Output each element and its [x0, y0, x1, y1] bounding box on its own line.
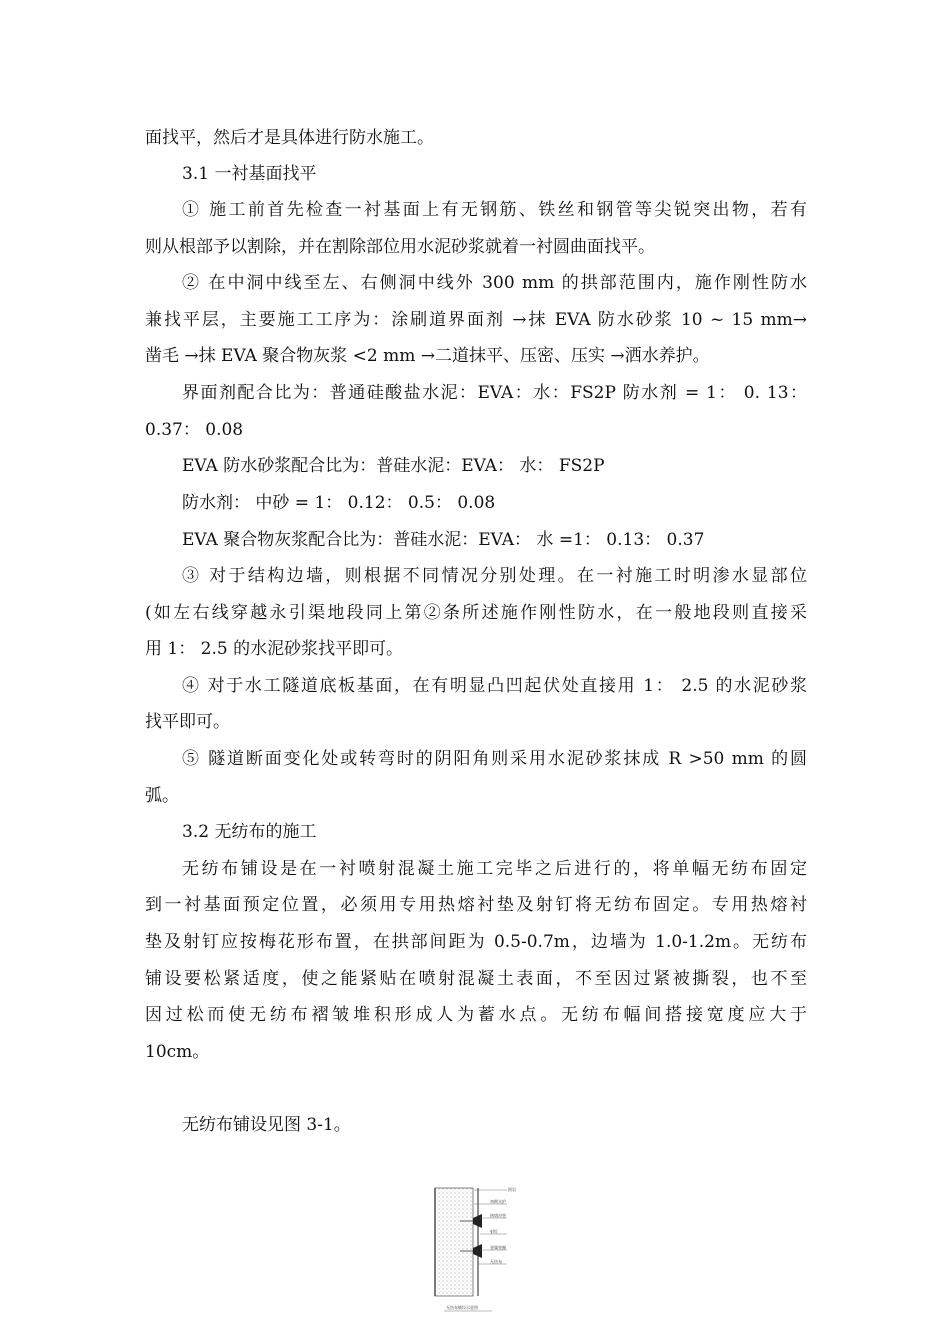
diagram-label: 热熔衬垫: [490, 1213, 506, 1218]
paragraph-line: 到一衬基面预定位置，必须用专用热熔衬垫及射钉将无纺布固定。专用热熔衬: [145, 895, 807, 915]
paragraph-line: 因过松而使无纺布褶皱堆积形成人为蓄水点。无纺布幅间搭接宽度应大于: [145, 1005, 807, 1025]
paragraph-line: ③ 对于结构边墙，则根据不同情况分别处理。在一衬施工时明渗水显部位: [182, 566, 807, 586]
diagram-svg: [430, 1180, 520, 1315]
section-heading-3-1: 3.1 一衬基面找平: [182, 164, 317, 184]
paragraph-line: ① 施工前首先检查一衬基面上有无钢筋、铁丝和钢管等尖锐突出物，若有: [182, 200, 807, 220]
diagram-label: 金属垫圈: [490, 1245, 506, 1250]
diagram-label: 初期支护: [490, 1199, 506, 1204]
paragraph-line: EVA 防水砂浆配合比为：普硅水泥：EVA： 水： FS2P: [182, 456, 605, 476]
paragraph-line: 铺设要松紧适度，使之能紧贴在喷射混凝土表面，不至因过紧被撕裂，也不至: [145, 969, 807, 989]
paragraph-line: 凿毛 →抹 EVA 聚合物灰浆 <2 mm →二道抹平、压密、压实 →洒水养护。: [145, 346, 710, 366]
paragraph-line: 10cm。: [145, 1042, 210, 1062]
figure-caption: 无纺布铺设示意图: [446, 1305, 478, 1310]
paragraph-line: 无纺布铺设是在一衬喷射混凝土施工完毕之后进行的，将单幅无纺布固定: [182, 859, 807, 879]
paragraph-line: 兼找平层，主要施工工序为：涂刷道界面剂 →抹 EVA 防水砂浆 10 ~ 15 mm→: [145, 310, 807, 330]
diagram-label: 围岩: [508, 1187, 516, 1192]
concrete-layer: [435, 1188, 473, 1296]
paragraph-line: ④ 对于水工隧道底板基面，在有明显凸凹起伏处直接用 1： 2.5 的水泥砂浆: [182, 676, 807, 696]
section-heading-3-2: 3.2 无纺布的施工: [182, 822, 317, 842]
paragraph-line: 垫及射钉应按梅花形布置，在拱部间距为 0.5-0.7m，边墙为 1.0-1.2m。无纺布: [145, 932, 807, 952]
paragraph-line: 则从根部予以割除，并在割除部位用水泥砂浆就着一衬圆曲面找平。: [145, 237, 655, 257]
paragraph-line: EVA 聚合物灰浆配合比为：普硅水泥：EVA： 水 =1： 0.13： 0.37: [182, 530, 705, 550]
nonwoven-fabric-diagram: [430, 1180, 520, 1315]
figure-reference: 无纺布铺设见图 3-1。: [182, 1115, 351, 1135]
paragraph-line: ② 在中洞中线至左、右侧洞中线外 300 mm 的拱部范围内，施作刚性防水: [182, 273, 807, 293]
paragraph-line: 界面剂配合比为：普通硅酸盐水泥：EVA：水：FS2P 防水剂 = 1： 0. 13：: [182, 383, 807, 403]
paragraph-line: 防水剂： 中砂 = 1： 0.12： 0.5： 0.08: [182, 493, 496, 513]
paragraph-line: ⑤ 隧道断面变化处或转弯时的阴阳角则采用水泥砂浆抹成 R >50 mm 的圆: [182, 749, 807, 769]
paragraph-line: 用 1： 2.5 的水泥砂浆找平即可。: [145, 639, 404, 659]
diagram-label: 无纺布: [490, 1259, 502, 1264]
paragraph-line: 弧。: [145, 786, 179, 806]
diagram-label: 射钉: [490, 1229, 498, 1234]
paragraph-line: 面找平，然后才是具体进行防水施工。: [145, 128, 434, 148]
paragraph-line: 找平即可。: [145, 712, 230, 732]
paragraph-line: 0.37： 0.08: [145, 420, 244, 440]
paragraph-line: (如左右线穿越永引渠地段同上第②条所述施作刚性防水，在一般地段则直接采: [145, 603, 807, 623]
